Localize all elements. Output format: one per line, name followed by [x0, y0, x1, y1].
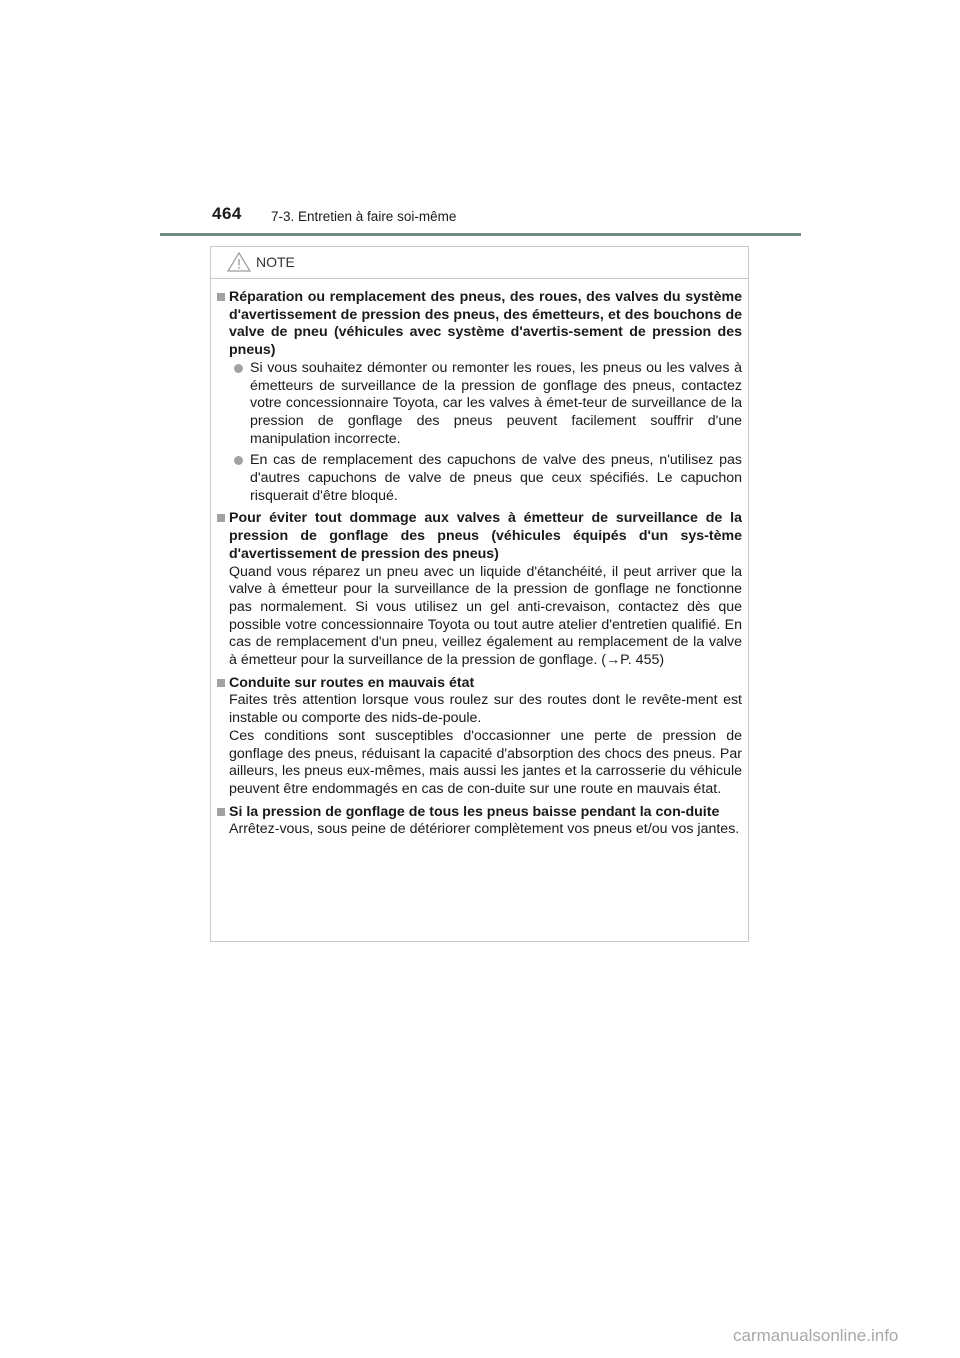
circle-bullet-icon — [234, 456, 243, 465]
square-bullet-icon — [217, 293, 225, 301]
watermark: carmanualsonline.info — [733, 1326, 899, 1345]
item-text: Quand vous réparez un pneu avec un liquide d'étanchéité, il peut arriver que la valve à émetteur pour la surveillance de la pression de gonflage ne fonctionne pas normalement. Si vous utilisez un gel anti-crevaison, contactez dès que possible votre concessionnaire Toyota ou tout autre atelier d'entretien qualifié. En cas de remplacement d'un pneu, veillez également au remplacement de la valve à émetteur pour la surveillance de la pression de gonflage. (→P. 455) — [229, 563, 742, 669]
warning-triangle-icon — [227, 252, 251, 272]
circle-bullet-icon — [234, 364, 243, 373]
note-body — [211, 279, 748, 839]
square-bullet-icon — [217, 808, 225, 816]
item-heading: Conduite sur routes en mauvais état — [217, 675, 742, 693]
page-number: 464 — [212, 204, 242, 223]
note-item-pressure-drop — [217, 804, 742, 839]
list-item: En cas de remplacement des capuchons de valve des pneus, n'utilisez pas d'autres capuchons de valve de pneus que ceux spécifiés. Le capuchon risquerait d'être bloqué. — [217, 452, 742, 505]
note-item-repair — [217, 289, 742, 505]
header-rule — [160, 233, 801, 236]
list-item: Si vous souhaitez démonter ou remonter les roues, les pneus ou les valves à émetteurs de surveillance de la pression de gonflage des pneus, contactez votre concessionnaire Toyota, car les valves à émet-teur de surveillance de la pression de gonflage des pneus peuvent facilement souffrir d'une manipulation incorrecte. — [217, 360, 742, 449]
square-bullet-icon — [217, 679, 225, 687]
item-text: Ces conditions sont susceptibles d'occasionner une perte de pression de gonflage des pneus, réduisant la capacité d'absorption des chocs des pneus. Par ailleurs, les pneus eux-mêmes, mais aussi les jantes et la carrosserie du véhicule peuvent être endommagés en cas de con-duite sur une route en mauvais état. — [229, 727, 742, 797]
note-box — [210, 246, 749, 942]
note-header — [211, 247, 748, 279]
item-heading: Pour éviter tout dommage aux valves à émetteur de surveillance de la pression de gonflage des pneus (véhicules équipés d'un sys-tème d'avertissement de pression des pneus) — [217, 510, 742, 563]
item-heading: Réparation ou remplacement des pneus, des roues, des valves du système d'avertissement de pression des pneus, des émetteurs, et des bouchons de valve de pneu (véhicules avec système d'avertis-sement de pression des pneus) — [217, 289, 742, 360]
item-heading: Si la pression de gonflage de tous les pneus baisse pendant la con-duite — [217, 804, 742, 822]
item-text: Faites très attention lorsque vous roulez sur des routes dont le revête-ment est instable ou comporte des nids-de-poule. — [229, 692, 742, 727]
section-title: 7-3. Entretien à faire soi-même — [271, 209, 457, 224]
note-title: NOTE — [256, 254, 295, 270]
note-item-valves — [217, 510, 742, 669]
item-text: Arrêtez-vous, sous peine de détériorer complètement vos pneus et/ou vos jantes. — [229, 821, 740, 838]
note-item-bad-roads — [217, 675, 742, 799]
page-header — [160, 196, 801, 236]
square-bullet-icon — [217, 514, 225, 522]
